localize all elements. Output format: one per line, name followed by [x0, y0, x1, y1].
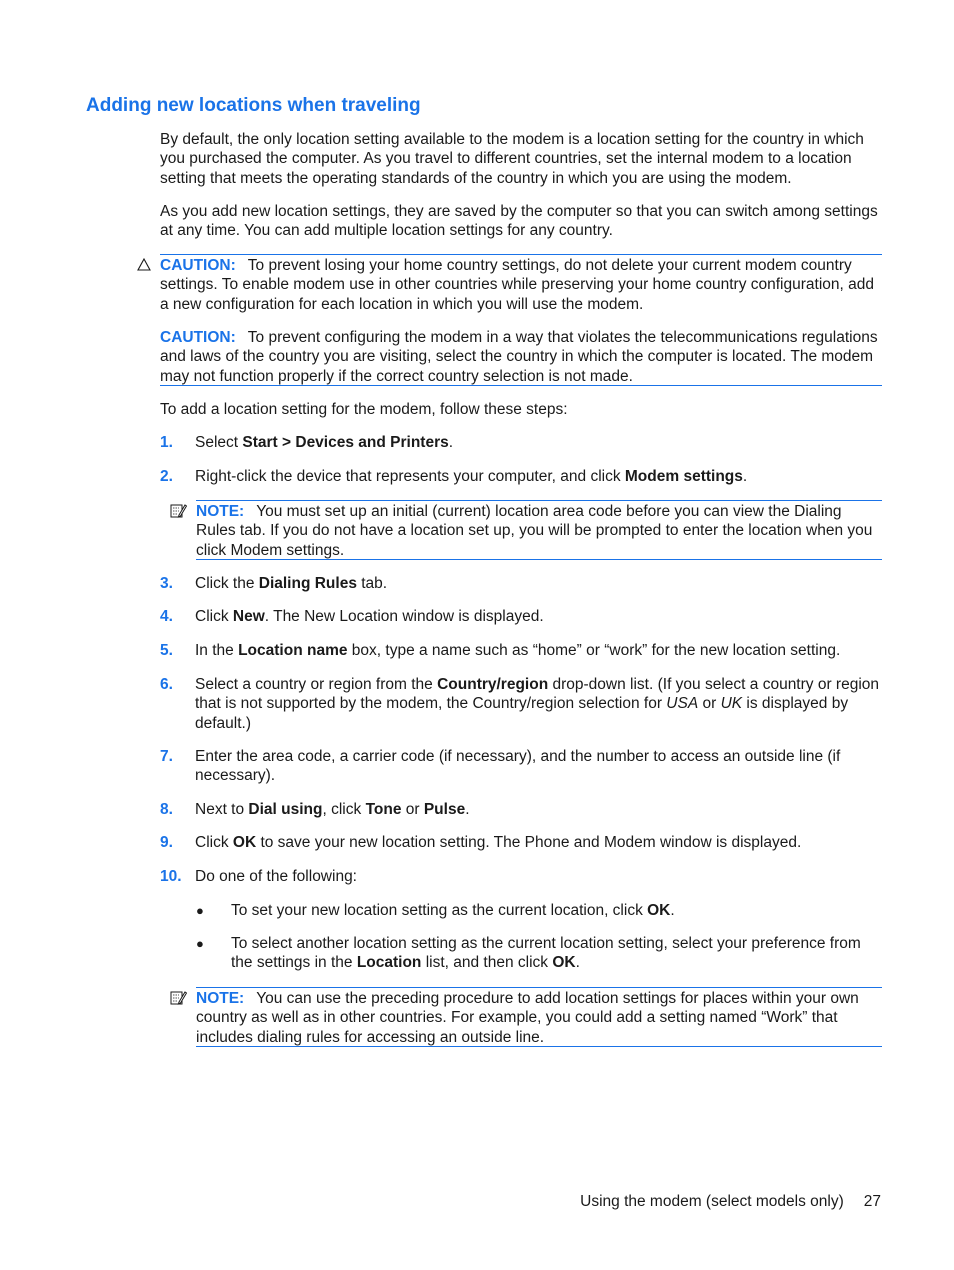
step-number: 9.: [160, 834, 173, 851]
step-number: 5.: [160, 642, 173, 659]
step-number: 2.: [160, 468, 173, 485]
bullet-dot-icon: ●: [196, 903, 204, 918]
step-text: Do one of the following:: [195, 868, 357, 885]
step-number: 1.: [160, 434, 173, 451]
caution-text: To prevent losing your home country settings, do not delete your current modem country settings. To enable modem use in other countries while preserving your home country configuration, add a new configuration for each location in which you will use the modem.: [160, 257, 874, 313]
note-box-1: [196, 500, 882, 560]
caution-triangle-icon: [137, 258, 151, 271]
caution-2: [160, 328, 882, 386]
caution-box: [160, 254, 882, 386]
intro-paragraph-1: By default, the only location setting available to the modem is a location setting for the country in which you purchased the computer. As you travel to different countries, set the internal modem to a location setting that meets the operating standards of the country in which you are using the modem.: [160, 131, 864, 187]
step-number: 6.: [160, 676, 173, 693]
step-text: Select Start > Devices and Printers.: [195, 434, 454, 451]
note-box-2: [196, 987, 882, 1047]
step-number: 8.: [160, 801, 173, 818]
step-text: Click the Dialing Rules tab.: [195, 575, 388, 592]
steps-intro: To add a location setting for the modem, follow these steps:: [160, 401, 568, 418]
intro-paragraph-2: As you add new location settings, they are saved by the computer so that you can switch among settings at any time. You can add multiple location settings for any country.: [160, 203, 878, 240]
step-number: 7.: [160, 748, 173, 765]
bullet-text: To set your new location setting as the current location, click OK.: [231, 902, 675, 919]
bullet-dot-icon: ●: [196, 936, 204, 951]
step-text: Select a country or region from the Country/region drop-down list. (If you select a country or region that is not supported by the modem, the Country/region selection for USA or UK is displayed by default.): [195, 676, 880, 732]
page-number: 27: [863, 1193, 881, 1210]
bullet-text: To select another location setting as the current location setting, select your preference from the settings in the Location list, and then click OK.: [231, 935, 861, 972]
caution-text: To prevent configuring the modem in a way that violates the telecommunications regulations and laws of the country you are visiting, select the country in which the computer is located. The modem may not function properly if the correct country selection is not made.: [160, 329, 878, 385]
step-text: Click New. The New Location window is displayed.: [195, 608, 544, 625]
step-text: Enter the area code, a carrier code (if necessary), and the number to access an outside line (if necessary).: [195, 748, 841, 785]
caution-label: CAUTION:: [160, 329, 236, 346]
step-number: 3.: [160, 575, 173, 592]
step-number: 4.: [160, 608, 173, 625]
caution-1: [160, 256, 882, 314]
note-label: NOTE:: [196, 990, 245, 1007]
page-footer: [580, 1192, 881, 1211]
step-text: In the Location name box, type a name such as “home” or “work” for the new location setting.: [195, 642, 841, 659]
step-text: Click OK to save your new location setting. The Phone and Modem window is displayed.: [195, 834, 802, 851]
note-text: You can use the preceding procedure to add location settings for places within your own country as well as in other countries. For example, you could add a setting named “Work” that includes dialing rules for accessing an outside line.: [196, 990, 859, 1046]
caution-label: CAUTION:: [160, 257, 236, 274]
note-text: You must set up an initial (current) location area code before you can view the Dialing Rules tab. If you do not have a location set up, you will be prompted to enter the location when you click Modem settings.: [196, 503, 873, 559]
note-pencil-icon: [170, 990, 187, 1006]
note-pencil-icon: [170, 503, 187, 519]
step-text: Next to Dial using, click Tone or Pulse.: [195, 801, 470, 818]
note-label: NOTE:: [196, 503, 245, 520]
step-number: 10.: [160, 868, 182, 885]
section-title: Adding new locations when traveling: [86, 95, 421, 116]
step-text: Right-click the device that represents your computer, and click Modem settings.: [195, 468, 748, 485]
footer-text: Using the modem (select models only): [580, 1193, 844, 1210]
